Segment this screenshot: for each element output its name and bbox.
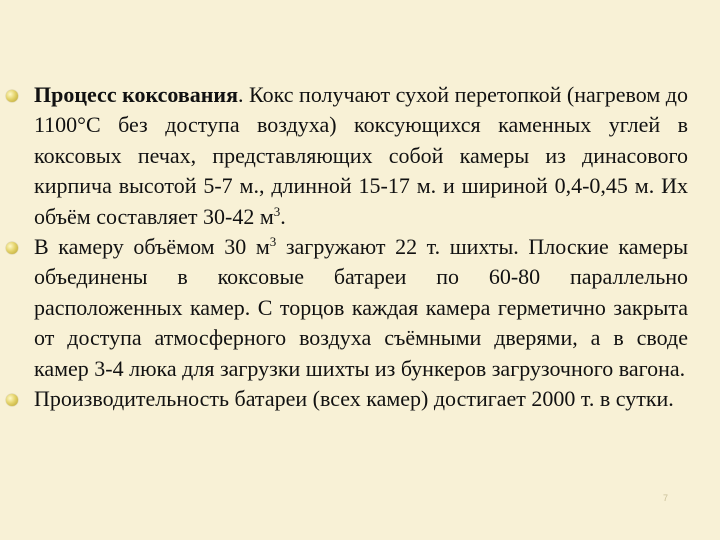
bullet-item-chamber-loading [32, 232, 688, 384]
bullet-icon [6, 394, 18, 406]
bullet-icon [6, 90, 18, 102]
bullet-icon [6, 242, 18, 254]
term-bold: Процесс коксования [34, 82, 238, 107]
superscript: 3 [273, 203, 281, 219]
superscript: 3 [269, 234, 277, 250]
bullet-item-productivity [32, 384, 688, 414]
bullet-list [32, 80, 688, 414]
item-tail: загружают 22 т. шихты. Плоские камеры объединены в коксовые батареи по 60-80 параллельно расположенных камер. С торцов каждая камера герметично закрыта от доступа атмосферного воздуха съёмными дверями, а в своде камер 3-4 люка для загрузки шихты из бункеров загрузочного вагона. [34, 234, 689, 381]
item-text: . Кокс получают сухой перетопкой (нагревом до 1100°С без доступа воздуха) коксующихся каменных углей в коксовых печах, представляющих собой камеры из динасового кирпича высотой 5-7 м., длинной 15-17 м. и шириной 0,4-0,45 м. Их объём составляет 30-42 м [34, 82, 689, 229]
item-text: Производительность батареи (всех камер) достигает 2000 т. в сутки. [34, 386, 674, 412]
item-tail: . [280, 203, 286, 229]
item-text: В камеру объёмом 30 м [34, 234, 270, 260]
bullet-item-coking-process [32, 80, 688, 232]
page-number: 7 [663, 493, 669, 503]
